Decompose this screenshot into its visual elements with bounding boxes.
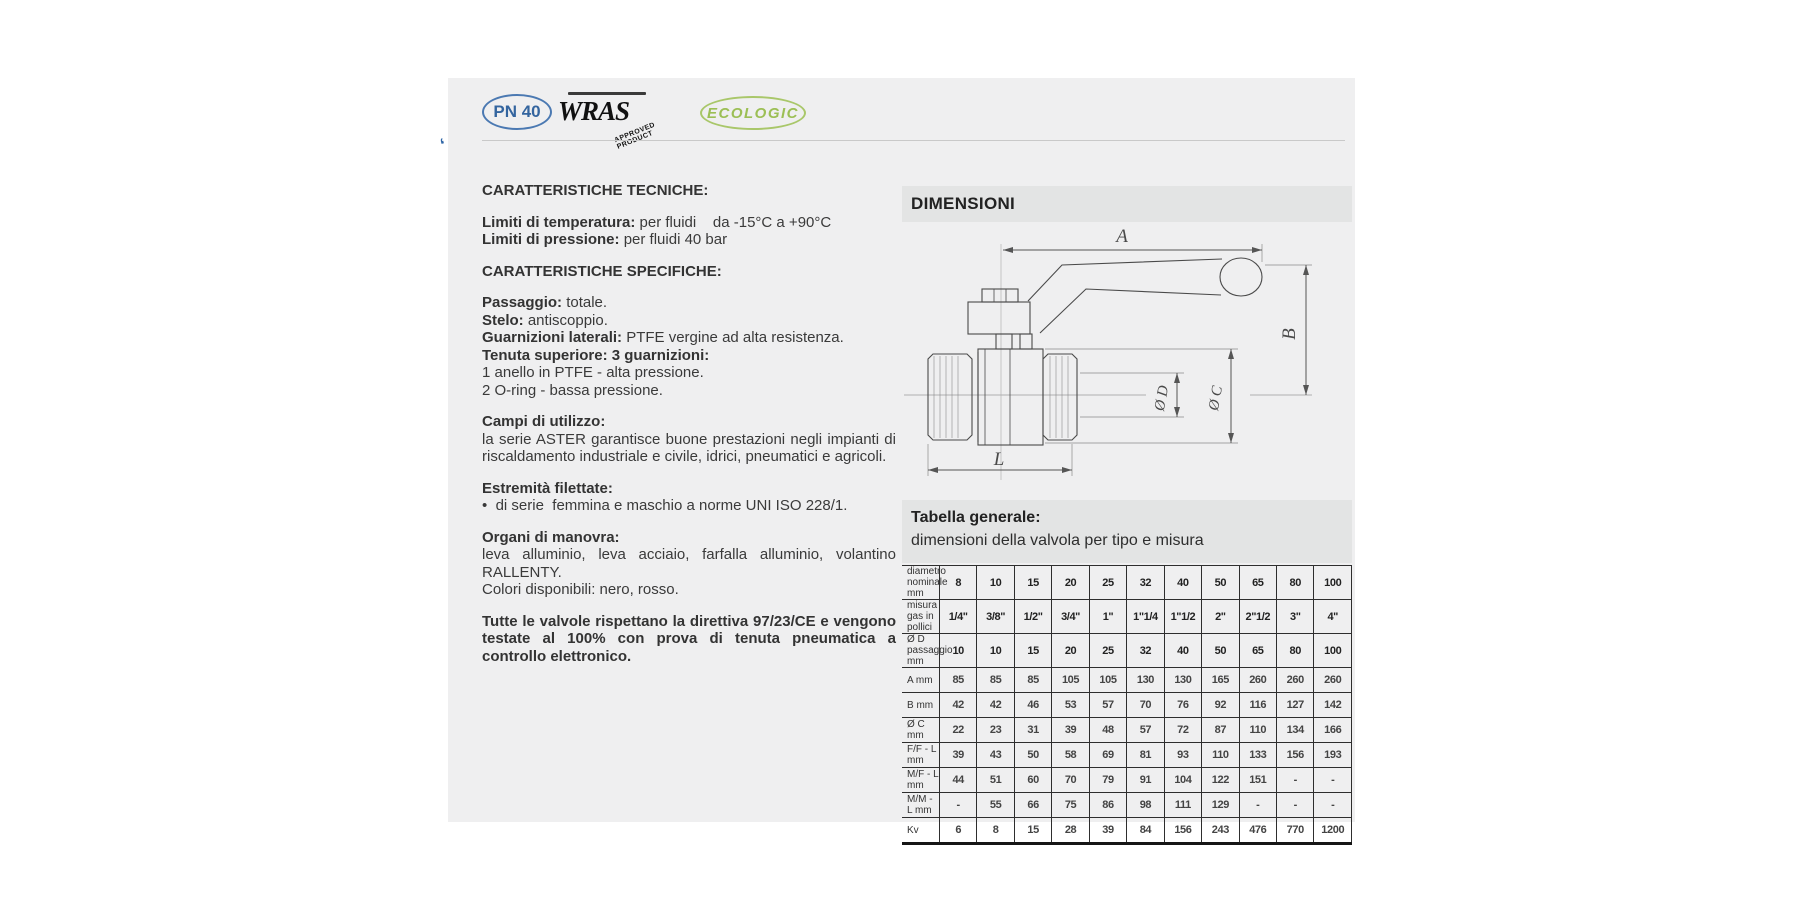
table-cell: 2"1/2	[1239, 600, 1276, 634]
table-cell: 20	[1052, 634, 1089, 668]
text-bold-segment: Guarnizioni laterali:	[482, 329, 623, 346]
table-cell: 193	[1314, 743, 1352, 768]
table-cell: 85	[1014, 668, 1051, 693]
text-bold-segment: Tenuta superiore: 3 guarnizioni:	[482, 346, 710, 364]
valve-technical-drawing	[900, 222, 1350, 502]
table-cell: 8	[977, 818, 1014, 844]
table-cell: 3/8"	[977, 600, 1014, 634]
table-cell: 32	[1127, 634, 1164, 668]
text-segment: per fluidi 40 bar	[619, 231, 728, 248]
table-cell: 105	[1089, 668, 1126, 693]
row-label: misura gas in pollici	[902, 600, 939, 634]
table-cell: 65	[1239, 566, 1276, 600]
table-cell: 165	[1202, 668, 1239, 693]
text-line	[482, 382, 896, 400]
table-cell: 15	[1014, 634, 1051, 668]
dim-label-c: Ø C	[1206, 384, 1227, 412]
table-cell: 53	[1052, 693, 1089, 718]
text-block	[482, 613, 896, 666]
table-cell: 130	[1164, 668, 1201, 693]
table-cell: 93	[1164, 743, 1201, 768]
table-row	[902, 793, 1352, 818]
text-bold-segment: Limiti di pressione:	[482, 231, 620, 248]
table-cell: -	[1277, 793, 1314, 818]
table-cell: 166	[1314, 718, 1352, 743]
table-cell: -	[1314, 793, 1352, 818]
text-segment: PTFE vergine ad alta resistenza.	[622, 329, 844, 346]
table-cell: 142	[1314, 693, 1352, 718]
table-cell: 50	[1202, 634, 1239, 668]
table-cell: 87	[1202, 718, 1239, 743]
row-label: Ø C mm	[902, 718, 939, 743]
table-cell: 40	[1164, 566, 1201, 600]
table-cell: 39	[1052, 718, 1089, 743]
table-cell: -	[1314, 768, 1352, 793]
table-cell: 15	[1014, 818, 1051, 844]
pn40-label: PN 40	[493, 102, 541, 121]
table-cell: 104	[1164, 768, 1201, 793]
table-row	[902, 818, 1352, 844]
table-cell: 58	[1052, 743, 1089, 768]
table-cell: 79	[1089, 768, 1126, 793]
table-cell: 39	[939, 743, 976, 768]
table-cell: 40	[1164, 634, 1201, 668]
tabella-title: Tabella generale:	[911, 509, 1041, 526]
table-cell: 100	[1314, 634, 1352, 668]
table-cell: 6	[939, 818, 976, 844]
table-cell: 76	[1164, 693, 1201, 718]
table-cell: 32	[1127, 566, 1164, 600]
text-block	[482, 263, 896, 281]
row-label: B mm	[902, 693, 939, 718]
table-row	[902, 718, 1352, 743]
table-cell: 151	[1239, 768, 1276, 793]
table-cell: 110	[1239, 718, 1276, 743]
text-block	[482, 182, 896, 200]
table-cell: 25	[1089, 634, 1126, 668]
technical-text-column	[482, 182, 896, 679]
wras-fine-print-icon	[568, 92, 646, 95]
table-cell: 4"	[1314, 600, 1352, 634]
table-row	[902, 768, 1352, 793]
table-cell: 65	[1239, 634, 1276, 668]
paragraph-body: • di serie femmina e maschio a norme UNI ISO 228/1.	[482, 497, 848, 514]
table-cell: -	[1239, 793, 1276, 818]
bold-paragraph: Tutte le valvole rispettano la direttiva 97/23/CE e vengono testate al 100% con prova di tenuta pneumatica a controllo elettronico.	[482, 612, 896, 665]
table-cell: 39	[1089, 818, 1126, 844]
text-block	[482, 480, 896, 515]
table-cell: 156	[1277, 743, 1314, 768]
table-cell: 122	[1202, 768, 1239, 793]
table-row	[902, 668, 1352, 693]
table-cell: 156	[1164, 818, 1201, 844]
table-cell: 57	[1127, 718, 1164, 743]
table-cell: 48	[1089, 718, 1126, 743]
dimensions-table	[902, 565, 1352, 845]
text-bold-segment: Stelo:	[482, 311, 524, 329]
row-label: M/F - L mm	[902, 768, 939, 793]
ecologic-badge	[700, 96, 806, 130]
dim-label-b: B	[1279, 328, 1300, 340]
stray-blue-mark: ,	[438, 136, 449, 157]
dimensions-table-body	[902, 566, 1352, 844]
tabella-subtitle: dimensioni della valvola per tipo e misura	[911, 532, 1204, 549]
text-block	[482, 214, 896, 249]
header-divider	[482, 140, 1345, 141]
table-cell: 1200	[1314, 818, 1352, 844]
table-cell: 92	[1202, 693, 1239, 718]
text-bold-segment: Limiti di temperatura:	[482, 213, 636, 231]
table-cell: 111	[1164, 793, 1201, 818]
text-segment: antiscoppio.	[523, 311, 608, 329]
text-line	[482, 294, 896, 312]
table-cell: 10	[977, 634, 1014, 668]
row-label: diametro nominale mm	[902, 566, 939, 600]
table-cell: 260	[1277, 668, 1314, 693]
table-cell: 46	[1014, 693, 1051, 718]
table-cell: 116	[1239, 693, 1276, 718]
table-cell: 43	[977, 743, 1014, 768]
paragraph-body: Colori disponibili: nero, rosso.	[482, 581, 679, 598]
datasheet-page	[438, 78, 1355, 836]
table-cell: 42	[977, 693, 1014, 718]
dim-label-d: Ø D	[1151, 384, 1173, 413]
table-row	[902, 600, 1352, 634]
dimensioni-header: DIMENSIONI	[902, 186, 1352, 222]
table-cell: 133	[1239, 743, 1276, 768]
table-cell: 243	[1202, 818, 1239, 844]
table-cell: 81	[1127, 743, 1164, 768]
table-cell: 476	[1239, 818, 1276, 844]
table-cell: 72	[1164, 718, 1201, 743]
table-cell: 20	[1052, 566, 1089, 600]
table-cell: 3/4"	[1052, 600, 1089, 634]
table-row	[902, 634, 1352, 668]
table-cell: 260	[1239, 668, 1276, 693]
table-cell: 2"	[1202, 600, 1239, 634]
table-cell: 51	[977, 768, 1014, 793]
paragraph-body: leva alluminio, leva acciaio, farfalla alluminio, volantino RALLENTY.	[482, 546, 896, 581]
ecologic-label: ECOLOGIC	[706, 104, 799, 122]
table-cell: 80	[1277, 634, 1314, 668]
text-line	[482, 347, 896, 365]
table-cell: 84	[1127, 818, 1164, 844]
table-row	[902, 743, 1352, 768]
table-cell: 85	[939, 668, 976, 693]
text-segment: 1 anello in PTFE - alta pressione.	[482, 364, 704, 381]
text-line	[482, 312, 896, 330]
table-cell: 134	[1277, 718, 1314, 743]
text-block	[482, 413, 896, 466]
table-cell: 85	[977, 668, 1014, 693]
table-cell: 10	[977, 566, 1014, 600]
table-cell: 1"	[1089, 600, 1126, 634]
dim-label-a: A	[1116, 226, 1128, 247]
table-row	[902, 693, 1352, 718]
table-cell: 66	[1014, 793, 1051, 818]
table-cell: 22	[939, 718, 976, 743]
table-cell: 80	[1277, 566, 1314, 600]
table-cell: 25	[1089, 566, 1126, 600]
table-cell: 105	[1052, 668, 1089, 693]
table-cell: 28	[1052, 818, 1089, 844]
row-label: A mm	[902, 668, 939, 693]
table-cell: 50	[1202, 566, 1239, 600]
row-label: Ø D passaggio mm	[902, 634, 939, 668]
table-cell: 110	[1202, 743, 1239, 768]
table-cell: 31	[1014, 718, 1051, 743]
text-segment: totale.	[562, 294, 608, 311]
text-block	[482, 294, 896, 399]
paragraph-body: la serie ASTER garantisce buone prestazioni negli impianti di riscaldamento industriale e civile, idrici, pneumatici e agricoli.	[482, 430, 896, 465]
table-cell: 55	[977, 793, 1014, 818]
table-cell: 1"1/4	[1127, 600, 1164, 634]
table-cell: -	[1277, 768, 1314, 793]
text-line	[482, 329, 896, 347]
paragraph-title: Campi di utilizzo:	[482, 413, 606, 430]
table-cell: 75	[1052, 793, 1089, 818]
table-cell: 60	[1014, 768, 1051, 793]
table-cell: 1/4"	[939, 600, 976, 634]
text-segment: 2 O-ring - bassa pressione.	[482, 381, 663, 399]
table-cell: 91	[1127, 768, 1164, 793]
table-cell: 130	[1127, 668, 1164, 693]
paragraph-title: Estremità filettate:	[482, 479, 613, 497]
table-cell: 8	[939, 566, 976, 600]
table-cell: 260	[1314, 668, 1352, 693]
text-block	[482, 529, 896, 599]
table-cell: 70	[1127, 693, 1164, 718]
table-cell: 3"	[1277, 600, 1314, 634]
text-segment: per fluidi da -15°C a +90°C	[635, 213, 832, 231]
wras-logo	[558, 90, 658, 151]
table-cell: 770	[1277, 818, 1314, 844]
dim-label-l: L	[993, 449, 1005, 470]
paragraph-title: Organi di manovra:	[482, 528, 620, 546]
table-cell: 44	[939, 768, 976, 793]
table-cell: 100	[1314, 566, 1352, 600]
row-label: Kv	[902, 818, 939, 844]
table-cell: 69	[1089, 743, 1126, 768]
table-cell: 1"1/2	[1164, 600, 1201, 634]
wras-wordmark: WRAS	[558, 96, 630, 126]
table-cell: 127	[1277, 693, 1314, 718]
row-label: M/M - L mm	[902, 793, 939, 818]
wras-approved-label: APPROVED PRODUCT	[613, 121, 657, 151]
row-label: F/F - L mm	[902, 743, 939, 768]
table-cell: 15	[1014, 566, 1051, 600]
table-cell: 98	[1127, 793, 1164, 818]
section-heading: CARATTERISTICHE TECNICHE:	[482, 182, 709, 199]
table-cell: 129	[1202, 793, 1239, 818]
table-cell: -	[939, 793, 976, 818]
tabella-generale-header	[902, 500, 1352, 563]
text-bold-segment: Passaggio:	[482, 294, 563, 311]
text-line	[482, 231, 896, 249]
table-cell: 42	[939, 693, 976, 718]
table-cell: 57	[1089, 693, 1126, 718]
table-cell: 10	[939, 634, 976, 668]
table-cell: 70	[1052, 768, 1089, 793]
table-cell: 86	[1089, 793, 1126, 818]
table-row	[902, 566, 1352, 600]
text-line	[482, 214, 896, 232]
table-cell: 1/2"	[1014, 600, 1051, 634]
section-heading: CARATTERISTICHE SPECIFICHE:	[482, 262, 722, 280]
pn40-badge	[482, 94, 552, 130]
text-line	[482, 364, 896, 382]
table-cell: 50	[1014, 743, 1051, 768]
table-cell: 23	[977, 718, 1014, 743]
